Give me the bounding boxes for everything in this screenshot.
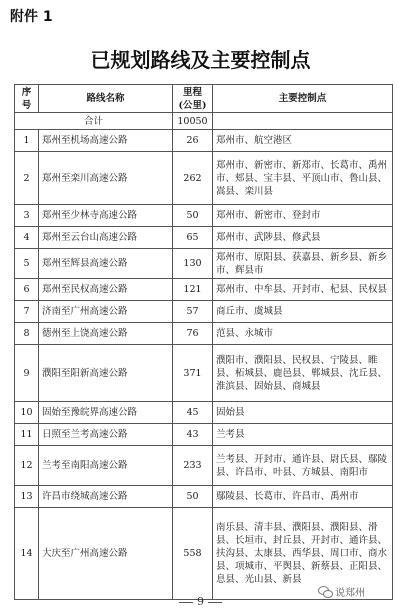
control-points: 鄢陵县、长葛市、许昌市、禹州市 [213, 486, 393, 508]
row-number: 14 [15, 508, 39, 600]
control-points: 南乐县、清丰县、濮阳县、濮阳县、滑县、长垣市、封丘县、开封市、通许县、扶沟县、太康县、西华县、周口市、商水县、项城市、平舆县、新蔡县、正阳县、息县、光山县、新县 [213, 508, 393, 600]
page-number-text: 9 [175, 595, 226, 608]
routes-table [14, 84, 393, 600]
control-points: 固始县 [213, 402, 393, 424]
table-row [15, 323, 393, 345]
route-mileage: 50 [173, 205, 213, 227]
table-row [15, 446, 393, 486]
control-points: 兰考县 [213, 424, 393, 446]
route-mileage: 65 [173, 227, 213, 249]
route-name: 郑州至云台山高速公路 [39, 227, 173, 249]
row-number: 9 [15, 345, 39, 402]
route-mileage: 371 [173, 345, 213, 402]
route-mileage: 50 [173, 486, 213, 508]
route-mileage: 558 [173, 508, 213, 600]
route-name: 大庆至广州高速公路 [39, 508, 173, 600]
column-header-index: 序号 [15, 85, 39, 113]
row-number: 8 [15, 323, 39, 345]
control-points: 兰考县、开封市、通许县、尉氏县、鄢陵县、许昌市、叶县、方城县、南阳市 [213, 446, 393, 486]
row-number: 4 [15, 227, 39, 249]
control-points: 濮阳市、濮阳县、民权县、宁陵县、睢县、柘城县、鹿邑县、郸城县、沈丘县、淮滨县、固始县、商城县 [213, 345, 393, 402]
route-name: 郑州至机场高速公路 [39, 130, 173, 152]
route-name: 日照至兰考高速公路 [39, 424, 173, 446]
table-row [15, 402, 393, 424]
attachment-label: 附件 1 [10, 9, 53, 25]
control-points: 郑州市、原阳县、获嘉县、新乡县、新乡市、辉县市 [213, 249, 393, 279]
route-mileage: 121 [173, 279, 213, 301]
route-name: 德州至上饶高速公路 [39, 323, 173, 345]
route-mileage: 57 [173, 301, 213, 323]
table-row [15, 152, 393, 205]
table-row [15, 205, 393, 227]
control-points: 郑州市、新密市、新郑市、长葛市、禹州市、郏县、宝丰县、平顶山市、鲁山县、嵩县、栾川县 [213, 152, 393, 205]
route-mileage: 233 [173, 446, 213, 486]
mileage-header-line2: (公里) [178, 99, 207, 111]
table-row [15, 424, 393, 446]
table-row [15, 249, 393, 279]
column-header-mileage [173, 85, 213, 113]
route-name: 濮阳至阳新高速公路 [39, 345, 173, 402]
route-name: 固始至豫皖界高速公路 [39, 402, 173, 424]
mileage-header-line1: 里程 [182, 86, 202, 98]
route-name: 郑州至少林寺高速公路 [39, 205, 173, 227]
control-points: 郑州市、武陟县、修武县 [213, 227, 393, 249]
control-points: 范县、永城市 [213, 323, 393, 345]
route-mileage: 262 [173, 152, 213, 205]
route-mileage: 130 [173, 249, 213, 279]
route-mileage: 76 [173, 323, 213, 345]
total-points [213, 113, 393, 130]
control-points: 商丘市、虞城县 [213, 301, 393, 323]
row-number: 3 [15, 205, 39, 227]
row-number: 11 [15, 424, 39, 446]
page-number [0, 595, 401, 608]
table-header-row [15, 85, 393, 113]
row-number: 5 [15, 249, 39, 279]
control-points: 郑州市、航空港区 [213, 130, 393, 152]
route-name: 郑州至栾川高速公路 [39, 152, 173, 205]
route-name: 许昌市绕城高速公路 [39, 486, 173, 508]
row-number: 12 [15, 446, 39, 486]
total-label: 合计 [15, 113, 173, 130]
route-name: 济南至广州高速公路 [39, 301, 173, 323]
table-row [15, 486, 393, 508]
row-number: 6 [15, 279, 39, 301]
table-row [15, 227, 393, 249]
table-row [15, 345, 393, 402]
row-number: 10 [15, 402, 39, 424]
control-points: 郑州市、中牟县、开封市、杞县、民权县 [213, 279, 393, 301]
table-row [15, 301, 393, 323]
watermark-text: 说郑州 [335, 588, 365, 599]
column-header-route: 路线名称 [39, 85, 173, 113]
control-points: 郑州市、新密市、登封市 [213, 205, 393, 227]
route-mileage: 43 [173, 424, 213, 446]
row-number: 7 [15, 301, 39, 323]
total-mileage: 10050 [173, 113, 213, 130]
route-mileage: 45 [173, 402, 213, 424]
route-name: 兰考至南阳高速公路 [39, 446, 173, 486]
page-title: 已规划路线及主要控制点 [90, 48, 311, 72]
total-row [15, 113, 393, 130]
route-mileage: 26 [173, 130, 213, 152]
column-header-control-points: 主要控制点 [213, 85, 393, 113]
row-number: 1 [15, 130, 39, 152]
table-row [15, 279, 393, 301]
row-number: 2 [15, 152, 39, 205]
route-name: 郑州至辉县高速公路 [39, 249, 173, 279]
table-row [15, 130, 393, 152]
row-number: 13 [15, 486, 39, 508]
route-name: 郑州至民权高速公路 [39, 279, 173, 301]
